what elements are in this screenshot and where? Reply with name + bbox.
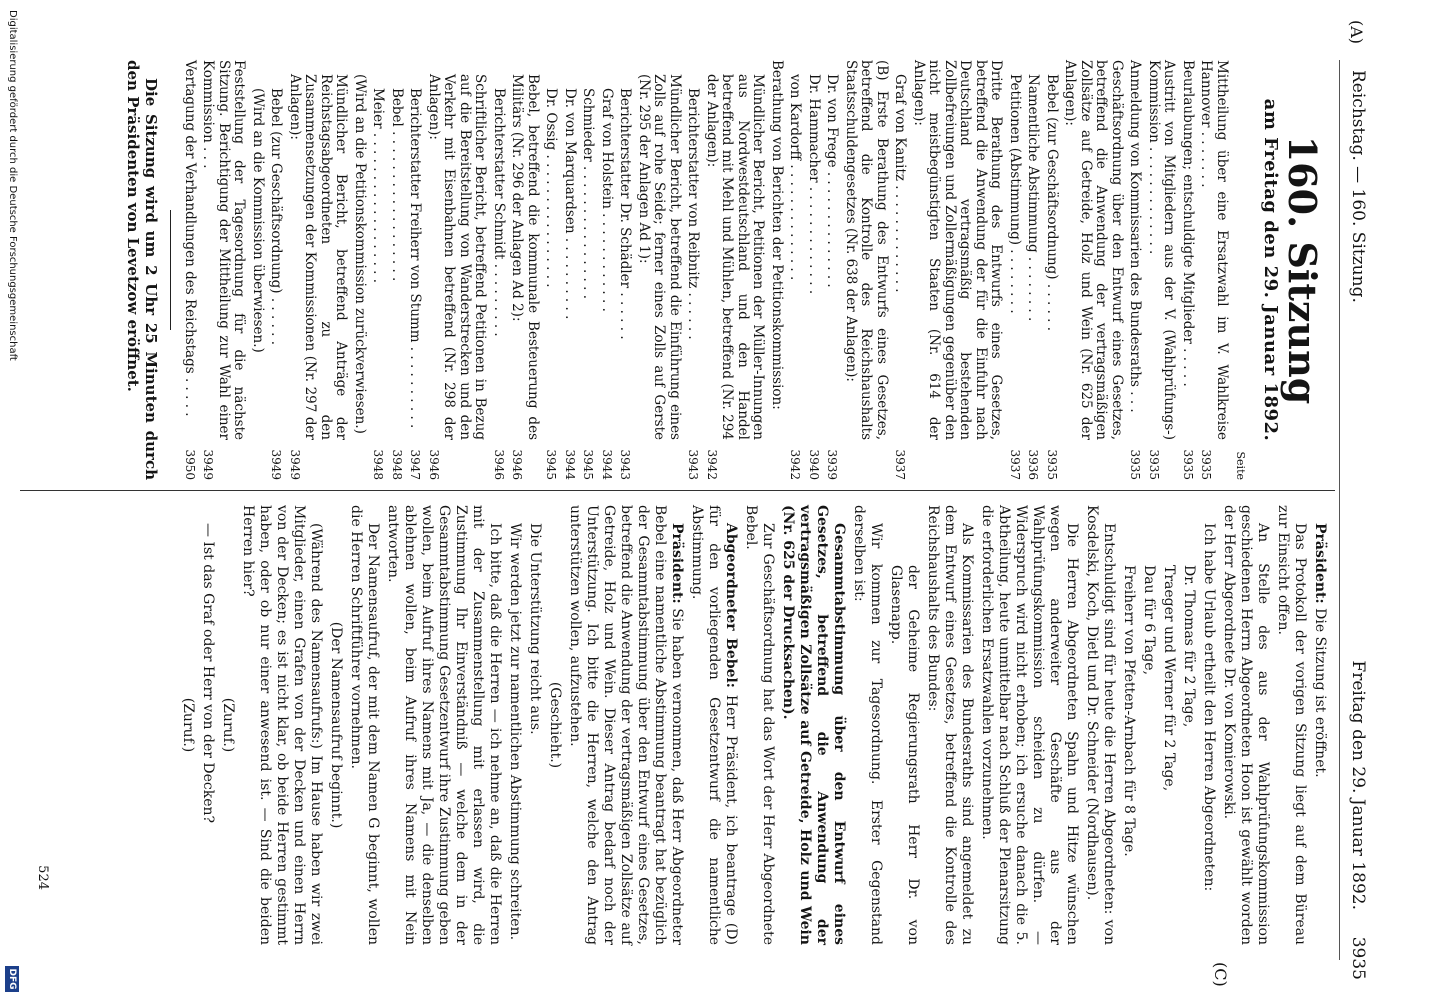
toc-entry-text: (Wird an die Kommission überwiesen.) xyxy=(250,88,266,353)
toc-entry-text: (Wird an die Petitionskommission zurückverwiesen.) xyxy=(352,74,368,434)
toc-entry-text: Anmeldung von Kommissarien des Bundesraths . . . xyxy=(1127,60,1144,413)
stage-direction: (Zuruf.) xyxy=(220,697,236,753)
signature-number: 524 xyxy=(35,865,50,890)
paragraph: Wir werden jetzt zur namentlichen Abstimmung schreiten. xyxy=(507,523,523,941)
toc-entry xyxy=(787,60,803,480)
agenda-item: Gesammtabstimmung über den Entwurf eines Gesetzes, betreffend die Anwendung der vertragsmäßigen Zollsätze auf Getreide, Holz und Wein (Nr. 625 der Drucksachen). xyxy=(780,505,847,945)
toc-entry-page: 3935 xyxy=(1199,449,1214,480)
toc-entry-page: 3949 xyxy=(288,449,302,480)
header-right: Freitag den 29. Januar 1892. xyxy=(1348,660,1368,910)
toc-entry xyxy=(685,60,701,480)
toc-entry xyxy=(352,60,368,480)
toc-entry-text: Austritt von Mitgliedern aus der V. (Wahlprüfungs-) Kommission . . . . . . . . . . . . . xyxy=(1146,60,1178,440)
stage-direction: (Geschieht.) xyxy=(547,681,563,769)
toc-entry xyxy=(636,60,683,480)
digitization-footer xyxy=(0,0,20,1000)
toc-entry-text: Bebel . . . . . . . . . . . . . . . . . . xyxy=(389,88,405,282)
toc-entry xyxy=(407,60,423,480)
toc-entry xyxy=(580,60,596,480)
toc-entry-text: Berichterstatter von Reibnitz . . . . . . xyxy=(685,88,702,340)
toc-entry-page: 3945 xyxy=(544,449,559,480)
toc-entry-page: 3943 xyxy=(686,449,701,480)
toc-entry-text: Berichterstatter Freiherr von Stumm . . . . . . . . . . xyxy=(407,88,424,429)
toc-entry-page: 3948 xyxy=(390,449,404,480)
divider xyxy=(171,210,172,330)
toc-entry xyxy=(389,60,405,480)
toc-entry-page: 3944 xyxy=(563,449,577,480)
toc-entry-page: 3939 xyxy=(825,449,840,480)
paragraph: Das Protokoll der vorigen Sitzung liegt auf dem Büreau zur Einsicht offen. xyxy=(1275,505,1308,945)
speaker-name: Präsident: xyxy=(669,523,685,604)
toc-entry-page: 3949 xyxy=(201,449,216,480)
stage-direction: (Zuruf.) xyxy=(180,697,196,753)
toc-entry-text: Feststellung der Tagesordnung für die nächste Sitzung. Berichtigung der Mittheilung zur Wahl einer Kommission . . . xyxy=(200,60,248,440)
toc-entry-text: Dr. von Frege . . . . . . . . . . . . . . xyxy=(824,74,841,288)
toc-entry-text: Dr. Ossig . . . . . . . . . . . . . . . . xyxy=(543,88,560,288)
toc-entry xyxy=(543,60,559,480)
speech-text: Sie haben vernommen, daß Herr Abgeordneter Bebel eine namentliche Abstimmung beantragt hat bezüglich der Gesammtabstimmung über den Entwurf eines Gesetzes, betreffend die Anwendung der vertragsmäßigen Zollsätze auf Getreide, Holz und Wein. Dieser Antrag bedarf noch der Unterstützung. Ich bitte die Herren, welche den Antrag unterstützen wollen, aufzustehen. xyxy=(567,505,685,945)
toc-entry xyxy=(911,60,1004,480)
toc-entry-page: 3950 xyxy=(183,449,197,480)
speaker-name: Präsident: xyxy=(1312,523,1328,604)
toc-entry-text: Mündlicher Bericht, betreffend Anträge der Reichstagsabgeordneten zu den Zusammensetzungen der Kommissionen (Nr. 297 der Anlagen): xyxy=(287,74,350,440)
toc-entry xyxy=(824,60,840,480)
toc-entry-page: 3942 xyxy=(788,449,803,480)
margin-mark-c: (C) xyxy=(1211,962,1230,987)
table-of-contents xyxy=(182,60,1230,480)
paragraph: Ich bitte, daß die Herren — ich nehme an, daß die Herren mit der Zusammenstellung mit erlassen wird, die Zustimmung Ihr Einverständniß — welche dem in der Gesammtabstimmung Gesetzentwurf ihre Zustimmung geben wollen, beim Aufruf ihres Namens mit Ja, — die denselben ablehnen wollen, beim Aufruf ihres Namens mit Nein antworten. xyxy=(385,505,503,945)
toc-entry-text: Mündlicher Bericht, betreffend die Einführung eines Zolls auf rohe Seide; ferner eines Zolls auf Gerste (Nr. 295 der Anlagen Ad 1): xyxy=(636,74,683,440)
paragraph: Ich habe Urlaub ertheilt den Herren Abgeordneten: xyxy=(1201,523,1217,892)
toc-entry-text: Berichterstatter Schmidt . . . . . . . . . xyxy=(491,88,507,337)
toc-entry-text: Bebel (zur Geschäftsordnung) . . . . . . xyxy=(1044,74,1060,332)
header-rule xyxy=(1339,60,1340,960)
toc-entry xyxy=(599,60,615,480)
toc-entry xyxy=(1007,60,1023,480)
toc-entry xyxy=(200,60,247,480)
speech-text: Die Sitzung ist eröffnet. xyxy=(1312,603,1328,778)
toc-entry xyxy=(250,60,266,480)
toc-entry-page: 3937 xyxy=(1008,449,1022,480)
name-entry: Dr. Thomas für 2 Tage, xyxy=(1181,565,1197,728)
paragraph: (Während des Namensaufrufs:) Im Hause haben wir zwei Mitglieder, einen Grafen von der Decken und einen Herrn von der Decken; es ist nicht klar, ob beide Herren gestimmt haben, oder ob nur einer anwesend ist. — Sind die beiden Herren hier? xyxy=(240,505,324,945)
session-date: am Freitag den 29. Januar 1892. xyxy=(1260,98,1281,442)
toc-entry-text: Meier . . . . . . . . . . . . . . . . . . xyxy=(370,88,387,284)
toc-entry-page: 3943 xyxy=(618,449,633,480)
toc-entry xyxy=(1146,60,1177,480)
toc-entry xyxy=(491,60,507,480)
toc-entry xyxy=(1025,60,1041,480)
toc-entry-text: Vertagung der Verhandlungen des Reichstags . . . . . xyxy=(182,60,198,417)
toc-entry-page: 3937 xyxy=(893,449,908,480)
dfg-logo: DFG xyxy=(5,966,19,992)
toc-entry xyxy=(1180,60,1196,480)
paragraph: Der Namensaufruf, der mit dem Namen G beginnt, wollen die Herren Schriftführer vornehmen. xyxy=(348,505,381,945)
header-page-number: 3935 xyxy=(1348,936,1368,980)
paragraph: Wir kommen zur Tagesordnung. Erster Gegenstand derselben ist: xyxy=(851,505,884,945)
toc-entry-text: Petitionen (Abstimmung) . . . . . . . . xyxy=(1007,74,1023,314)
column-divider xyxy=(20,490,1335,491)
toc-entry-page: 3940 xyxy=(807,449,821,480)
name-entry: Freiherr von Pfetten-Arnbach für 8 Tage. xyxy=(1121,565,1137,857)
toc-entry-page: 3935 xyxy=(1128,449,1143,480)
toc-entry-text: Geschäftsordnung über den Entwurf eines Gesetzes, betreffend die Anwendung der vertragsmäßigen Zollsätze auf Getreide, Holz und Wein (Nr. 625 der Anlagen): xyxy=(1062,60,1125,440)
toc-entry xyxy=(370,60,386,480)
toc-entry-text: Mittheilung über eine Ersatzwahl im V. Wahlkreise Hannover . . . . . . . xyxy=(1198,60,1230,440)
paragraph: Als Kommissarien des Bundesraths sind angemeldet zu dem Entwurf eines Gesetzes, betreffend die Kontrolle des Reichshaushalts des Bundes: xyxy=(925,505,975,945)
toc-entry-page: 3935 xyxy=(1181,449,1195,480)
toc-entry-text: Bebel, betreffend die kommunale Besteuerung des Militärs (Nr. 296 der Anlagen Ad 2): xyxy=(509,74,541,440)
speech-text: Herr Präsident, ich beantrage (D) für den vorliegenden Gesetzentwurf die namentliche Abstimmung. xyxy=(689,505,739,945)
opening-statement: Die Sitzung wird um 2 Uhr 25 Minuten durch den Präsidenten von Levetzow eröffnet. xyxy=(124,60,161,480)
toc-entry-text: Bebel (zur Geschäftsordnung) . . . . . . xyxy=(268,88,285,346)
session-title: 160. Sitzung xyxy=(1280,135,1325,405)
toc-entry-page: 3942 xyxy=(705,449,719,480)
toc-entry xyxy=(1062,60,1124,480)
name-entry: der Geheime Regierungsrath Herr Dr. von Glasenapp. xyxy=(888,565,921,945)
toc-entry-page: 3944 xyxy=(600,449,614,480)
seite-label: Seite xyxy=(1234,451,1248,480)
name-entry: Traeger und Werner für 2 Tage, xyxy=(1161,565,1177,792)
toc-entry xyxy=(892,60,908,480)
toc-entry-text: Berichterstatter Dr. Schädler . . . . . . xyxy=(617,88,634,340)
toc-entry-text: Dritte Berathung des Entwurfs eines Gesetzes, betreffend die Anwendung der für die Einfuhr nach Deutschland vertragsmäßig bestehenden Zollbefreiungen und Zollermäßigungen gegenüber den nicht meistbegünstigten Staaten (Nr. 614 der Anlagen): xyxy=(911,60,1005,440)
stage-direction: (Der Namensaufruf beginnt.) xyxy=(328,621,344,829)
toc-entry-text: (B) Erste Berathung des Entwurfs eines Gesetzes, betreffend die Kontrolle des Reichshaushalts Staatsschuldengesetzes (Nr. 638 der Anlagen): xyxy=(843,60,890,440)
running-header xyxy=(1342,70,1368,980)
toc-entry-text: Namentliche Abstimmung . . . . . . . . xyxy=(1025,74,1042,322)
toc-entry xyxy=(1127,60,1143,480)
toc-entry-text: Graf von Holstein . . . . . . . . . . . . xyxy=(599,88,615,312)
margin-mark-a: (A) xyxy=(1347,20,1366,45)
toc-entry-page: 3935 xyxy=(1045,449,1059,480)
toc-entry-text: Schmieder . . . . . . . . . . . . . . . . xyxy=(580,88,597,300)
speaker-name: Abgeordneter Bebel: xyxy=(723,523,739,688)
toc-entry-page: 3936 xyxy=(1026,449,1041,480)
paragraph: Entschuldigt sind für heute die Herren Abgeordneten: von Kosdelski, Koch, Dietl und Dr. Schneider (Nordhausen). xyxy=(1084,505,1117,945)
name-entry: Dau für 6 Tage, xyxy=(1141,565,1157,676)
paragraph: An Stelle des aus der Wahlprüfungskommission geschiedenen Herrn Abgeordneten Hoon ist gewählt worden der Herr Abgeordnete Dr. von Komierowski. xyxy=(1221,505,1271,945)
toc-entry xyxy=(426,60,488,480)
toc-entry xyxy=(562,60,578,480)
toc-entry-text: Dr. Hammacher . . . . . . . . . . . . . xyxy=(806,74,822,295)
paragraph: Zur Geschäftsordnung hat das Wort der Herr Abgeordnete Bebel. xyxy=(743,505,776,945)
toc-entry xyxy=(704,60,766,480)
toc-entry xyxy=(617,60,633,480)
toc-entry-text: Dr. von Marquardsen . . . . . . . . . . xyxy=(562,88,578,320)
toc-entry xyxy=(182,60,198,480)
toc-entry-page: 3946 xyxy=(492,449,506,480)
toc-entry xyxy=(1044,60,1060,480)
toc-entry xyxy=(268,60,284,480)
paragraph: Die Unterstützung reicht aus. xyxy=(527,523,543,735)
paragraph: Die Herren Abgeordneten Spahn und Hitze wünschen wegen anderweiter Geschäfte aus der Wahlprüfungskommission scheiden zu dürfen. — Widerspruch wird nicht erhoben; ich ersuche danach die 5. Abtheilung, heute unmittelbar nach Schluß der Plenarsitzung die erforderlichen Ersatzwahlen vorzunehmen. xyxy=(979,505,1080,945)
toc-entry-text: Berathung von Berichten der Petitionskommission: xyxy=(769,60,785,410)
toc-entry-page: 3945 xyxy=(581,449,596,480)
speech-paragraph xyxy=(688,505,739,945)
speech-paragraph xyxy=(1311,505,1328,945)
right-column xyxy=(176,505,1328,945)
toc-entry xyxy=(806,60,822,480)
toc-entry xyxy=(509,60,540,480)
footer-text: Digitalisierung gefördert durch die Deutsche Forschungsgemeinschaft xyxy=(7,10,18,361)
toc-entry xyxy=(287,60,349,480)
speech-paragraph xyxy=(566,505,685,945)
toc-entry xyxy=(769,60,785,480)
toc-entry-text: Schriftlicher Bericht, betreffend Petitionen in Bezug auf die Bereitstellung von Wanderstrecken und den Verkehr mit Eisenbahnen betreffend (Nr. 298 der Anlagen): xyxy=(426,74,489,440)
left-column xyxy=(122,60,1329,480)
toc-entry-page: 3946 xyxy=(510,449,525,480)
toc-entry-text: Mündlicher Bericht, Petitionen der Müller-Innungen aus Nordwestdeutschland und den Handel betreffend mit Mehl und Mühlen, betreffend (Nr. 294 der Anlagen): xyxy=(704,74,767,440)
toc-entry-text: Beurlaubungen; entschuldigte Mitglieder . . . . . xyxy=(1180,60,1196,387)
toc-entry-page: 3946 xyxy=(427,449,441,480)
toc-entry-page: 3948 xyxy=(371,449,386,480)
toc-entry-page: 3949 xyxy=(269,449,284,480)
toc-entry-text: Graf von Kanitz . . . . . . . . . . . . . xyxy=(892,74,909,293)
toc-entry-text: von Kardorff . . . . . . . . . . . . . . xyxy=(787,74,804,281)
header-left: Reichstag. — 160. Sitzung. xyxy=(1348,70,1368,303)
toc-entry xyxy=(1198,60,1229,480)
toc-entry-page: 3947 xyxy=(408,449,423,480)
paragraph: — Ist das Graf oder Herr von der Decken? xyxy=(200,523,216,824)
toc-entry-page: 3935 xyxy=(1147,449,1161,480)
toc-entry xyxy=(843,60,890,480)
